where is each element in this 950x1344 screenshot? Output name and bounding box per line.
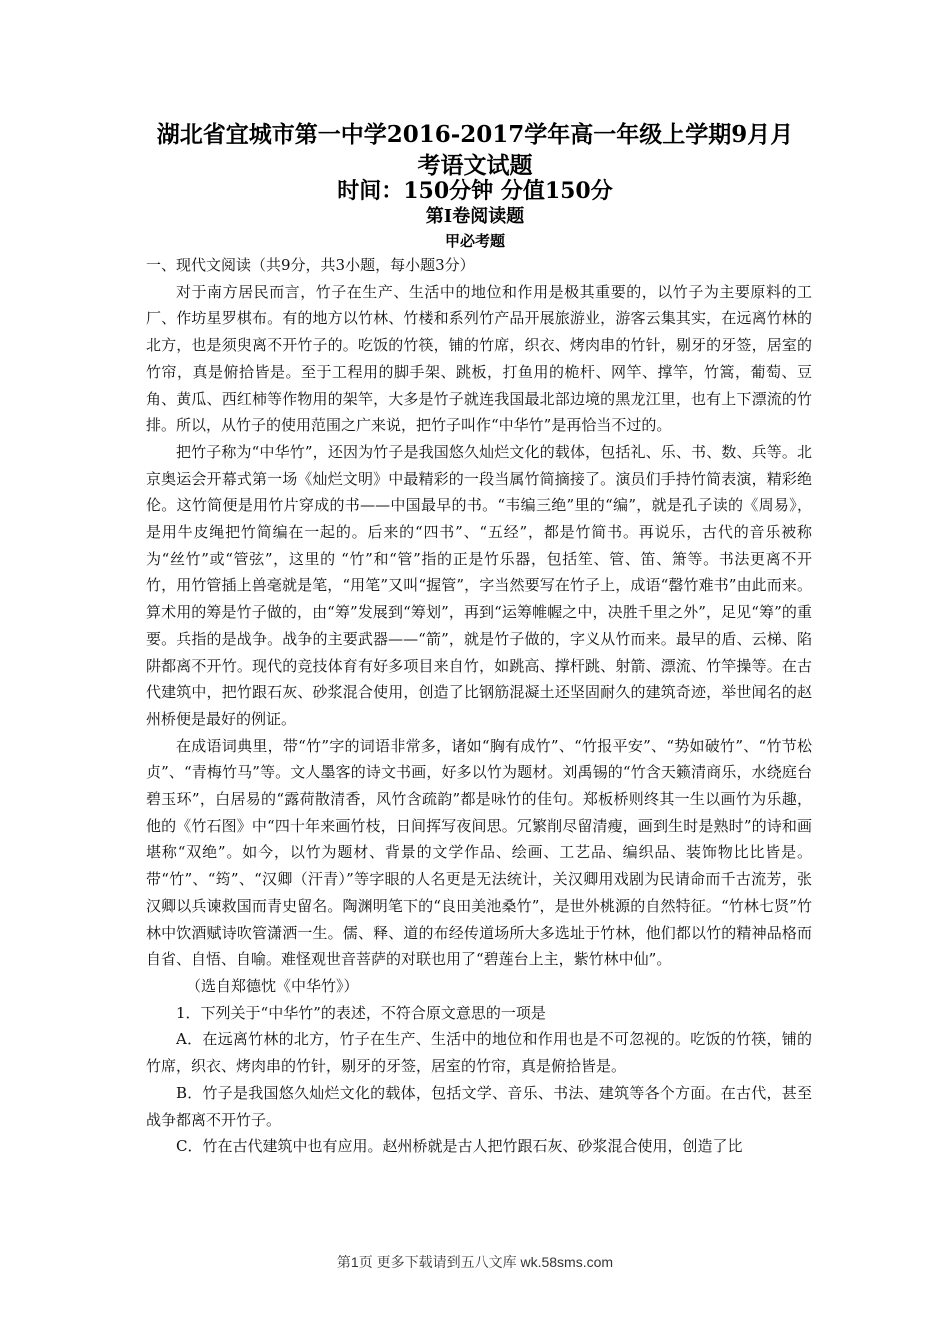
option-b: B．竹子是我国悠久灿烂文化的载体，包括文学、音乐、书法、建筑等各个方面。在古代，甚至战争都离不开竹子。 bbox=[146, 1083, 812, 1129]
source-citation: （选自郑德忱《中华竹》） bbox=[186, 976, 359, 995]
document-body bbox=[146, 252, 812, 1160]
option-c: C．竹在古代建筑中也有应用。赵州桥就是古人把竹跟石灰、砂浆混合使用，创造了比 bbox=[176, 1137, 743, 1156]
title-line-2: 考语文试题 bbox=[417, 152, 533, 179]
section-heading: 甲必考题 bbox=[444, 232, 505, 250]
question-group-heading: 一、现代文阅读（共9分，共3小题，每小题3分） bbox=[146, 256, 475, 274]
paragraph-1: 对于南方居民而言，竹子在生产、生活中的地位和作用是极其重要的，以竹子为主要原料的工厂、作坊星罗棋布。有的地方以竹林、竹楼和系列竹产品开展旅游业，游客云集其实，在远离竹林的北方，也是须臾离不开竹子的。吃饭的竹筷，铺的竹席，织衣、烤肉串的竹针，剔牙的牙签，居室的竹帘，真是俯拾皆是。至于工程用的脚手架、跳板，打鱼用的桅杆、网竿、撑竿，竹篙，葡萄、豆角、黄瓜、西红柿等作物用的架竿，大多是竹子就连我国最北部边境的黑龙江里，也有上下漂流的竹排。所以，从竹子的使用范围之广来说，把竹子叫作“中华竹”是再恰当不过的。 bbox=[146, 282, 812, 435]
question-1: 1．下列关于“中华竹”的表述，不符合原文意思的一项是 bbox=[176, 1003, 546, 1022]
paragraph-3: 在成语词典里，带“竹”字的词语非常多，诸如“胸有成竹”、“竹报平安”、“势如破竹”、“竹节松贞”、“青梅竹马”等。文人墨客的诗文书画，好多以竹为题材。刘禹锡的“竹含天籁清商乐，水绕庭台碧玉环”，白居易的“露荷散清香，风竹含疏韵”都是咏竹的佳句。郑板桥则终其一生以画竹为乐趣，他的《竹石图》中“四十年来画竹枝，日间挥写夜间思。冗繁削尽留清瘦，画到生时是熟时”的诗和画堪称“双绝”。如今，以竹为题材、背景的文学作品、绘画、工艺品、编织品、装饰物比比皆是。带“竹”、“筠”、“汉卿（汗青）”等字眼的人名更是无法统计，关汉卿用戏剧为民请命而千古流芳，张汉卿以兵谏救国而青史留名。陶渊明笔下的“良田美池桑竹”，是世外桃源的自然特征。“竹林七贤”竹林中饮酒赋诗吹管潇洒一生。儒、释、道的布经传道场所大多选址于竹林，他们都以竹的精神品格而自省、自悟、自喻。难怪观世音菩萨的对联也用了“碧莲台上主，紫竹林中仙”。 bbox=[146, 736, 812, 969]
time-score-line: 时间：150分钟 分值150分 bbox=[337, 178, 613, 204]
option-a: A．在远离竹林的北方，竹子在生产、生活中的地位和作用也是不可忽视的。吃饭的竹筷，铺的竹席，织衣、烤肉串的竹针，剔牙的牙签，居室的竹帘，真是俯拾皆是。 bbox=[146, 1030, 812, 1076]
volume-heading: 第Ⅰ卷阅读题 bbox=[425, 206, 525, 227]
page-footer: 第1页 更多下载请到五八文库 wk.58sms.com bbox=[336, 1254, 614, 1270]
title-line-1: 湖北省宜城市第一中学2016-2017学年高一年级上学期9月月 bbox=[156, 121, 794, 148]
paragraph-2: 把竹子称为“中华竹”，还因为竹子是我国悠久灿烂文化的载体，包括礼、乐、书、数、兵等。北京奥运会开幕式第一场《灿烂文明》中最精彩的一段当属竹简摘接了。演员们手持竹简表演，精彩绝伦。这竹简便是用竹片穿成的书——中国最早的书。“韦编三绝”里的“编”，就是孔子读的《周易》，是用牛皮绳把竹简编在一起的。后来的“四书”、“五经”，都是竹简书。再说乐，古代的音乐被称为“丝竹”或“管弦”，这里的 “竹”和“管”指的正是竹乐器，包括笙、管、笛、箫等。书法更离不开竹，用竹管插上兽毫就是笔，“用笔”又叫“握管”，字当然要写在竹子上，成语“罄竹难书”由此而来。算术用的筹是竹子做的，由“筹”发展到“筹划”，再到“运筹帷幄之中，决胜千里之外”，足见“筹”的重要。兵指的是战争。战争的主要武器——“箭”，就是竹子做的，字义从竹而来。最早的盾、云梯、陷阱都离不开竹。现代的竞技体育有好多项目来自竹，如跳高、撑杆跳、射箭、漂流、竹竿操等。在古代建筑中，把竹跟石灰、砂浆混合使用，创造了比钢筋混凝土还坚固耐久的建筑奇迹，举世闻名的赵州桥便是最好的例证。 bbox=[146, 442, 812, 728]
